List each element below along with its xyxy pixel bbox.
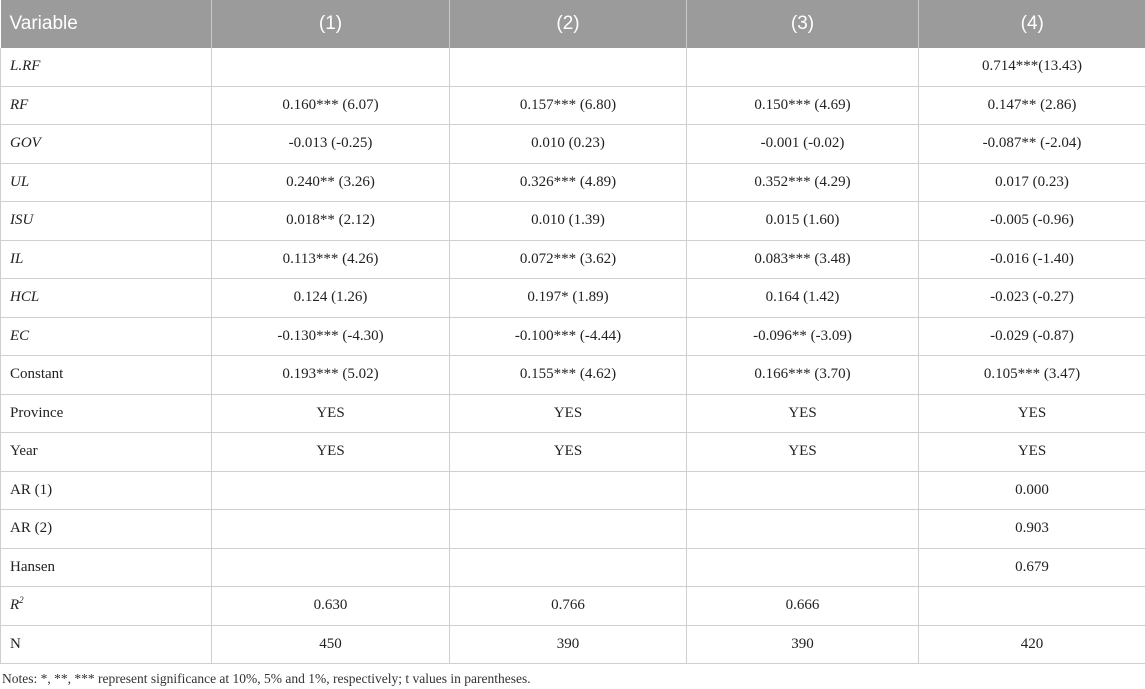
table-cell-model-4: 0.000 (919, 471, 1145, 510)
table-cell-model-1: 0.160*** (6.07) (212, 86, 450, 125)
table-cell-model-2: 0.072*** (3.62) (450, 240, 687, 279)
table-cell-model-1 (212, 510, 450, 549)
header-variable: Variable (1, 0, 212, 48)
table-notes: Notes: *, **, *** represent significance at 10%, 5% and 1%, respectively; t values in parentheses. (2, 671, 531, 686)
table-row (1, 394, 1145, 433)
row-variable-label (1, 394, 212, 433)
row-variable-label (1, 163, 212, 202)
table-cell-model-1: 0.113*** (4.26) (212, 240, 450, 279)
row-variable-label (1, 510, 212, 549)
table-row (1, 86, 1145, 125)
row-variable-label (1, 356, 212, 395)
table-cell-model-1: -0.013 (-0.25) (212, 125, 450, 164)
table-cell-model-1: 0.630 (212, 587, 450, 626)
table-cell-model-1 (212, 471, 450, 510)
table-row (1, 587, 1145, 626)
variable-superscript: 2 (19, 595, 24, 606)
table-cell-model-3: YES (687, 433, 919, 472)
row-variable-label (1, 86, 212, 125)
header-model-2: (2) (450, 0, 687, 48)
table-cell-model-3: -0.001 (-0.02) (687, 125, 919, 164)
row-variable-label (1, 548, 212, 587)
table-cell-model-3: 0.083*** (3.48) (687, 240, 919, 279)
variable-name: ISU (10, 212, 34, 229)
header-row (1, 0, 1145, 48)
table-row (1, 163, 1145, 202)
table-cell-model-2: YES (450, 394, 687, 433)
table-cell-model-1: 0.193*** (5.02) (212, 356, 450, 395)
table-cell-model-3 (687, 548, 919, 587)
table-cell-model-2: 0.010 (1.39) (450, 202, 687, 241)
table-cell-model-4 (919, 587, 1145, 626)
table-row (1, 356, 1145, 395)
table-row (1, 279, 1145, 318)
table-cell-model-2 (450, 48, 687, 86)
table-cell-model-2: -0.100*** (-4.44) (450, 317, 687, 356)
table-cell-model-3: 0.164 (1.42) (687, 279, 919, 318)
header-model-1: (1) (212, 0, 450, 48)
variable-name: EC (10, 327, 30, 344)
variable-name: RF (10, 96, 29, 113)
table-cell-model-3: 390 (687, 625, 919, 664)
table-cell-model-1 (212, 548, 450, 587)
table-cell-model-2 (450, 471, 687, 510)
table-cell-model-2: 0.326*** (4.89) (450, 163, 687, 202)
table-cell-model-4: 0.105*** (3.47) (919, 356, 1145, 395)
table-cell-model-1: YES (212, 394, 450, 433)
table-cell-model-3: 0.166*** (3.70) (687, 356, 919, 395)
table-cell-model-2: YES (450, 433, 687, 472)
table-cell-model-2 (450, 548, 687, 587)
table-cell-model-3: -0.096** (-3.09) (687, 317, 919, 356)
table-cell-model-1: 0.124 (1.26) (212, 279, 450, 318)
variable-name: UL (10, 173, 30, 190)
variable-name: AR (1) (10, 481, 53, 498)
variable-name: Province (10, 404, 64, 421)
table-cell-model-2: 0.766 (450, 587, 687, 626)
table-cell-model-2: 0.010 (0.23) (450, 125, 687, 164)
table-cell-model-3: YES (687, 394, 919, 433)
row-variable-label (1, 317, 212, 356)
table-row (1, 510, 1145, 549)
table-cell-model-4: 0.679 (919, 548, 1145, 587)
row-variable-label (1, 471, 212, 510)
table-cell-model-1: 0.240** (3.26) (212, 163, 450, 202)
table-cell-model-1: YES (212, 433, 450, 472)
row-variable-label (1, 125, 212, 164)
table-row (1, 625, 1145, 664)
row-variable-label (1, 587, 212, 626)
table-row (1, 48, 1145, 86)
table-cell-model-2 (450, 510, 687, 549)
table-cell-model-3: 0.150*** (4.69) (687, 86, 919, 125)
table-cell-model-4: -0.005 (-0.96) (919, 202, 1145, 241)
table-row (1, 202, 1145, 241)
row-variable-label (1, 433, 212, 472)
table-row (1, 471, 1145, 510)
table-cell-model-4: YES (919, 394, 1145, 433)
table-cell-model-4: -0.029 (-0.87) (919, 317, 1145, 356)
table-cell-model-2: 0.157*** (6.80) (450, 86, 687, 125)
row-variable-label (1, 625, 212, 664)
table-cell-model-4: -0.023 (-0.27) (919, 279, 1145, 318)
table-cell-model-1: 0.018** (2.12) (212, 202, 450, 241)
row-variable-label (1, 240, 212, 279)
variable-name: N (10, 635, 21, 652)
table-cell-model-3 (687, 471, 919, 510)
table-cell-model-4: -0.087** (-2.04) (919, 125, 1145, 164)
row-variable-label (1, 48, 212, 86)
table-row (1, 125, 1145, 164)
variable-name: Constant (10, 366, 64, 383)
table-cell-model-4: 0.147** (2.86) (919, 86, 1145, 125)
row-variable-label (1, 279, 212, 318)
table-cell-model-4: 0.017 (0.23) (919, 163, 1145, 202)
table-body (1, 48, 1145, 664)
table-cell-model-4: 0.903 (919, 510, 1145, 549)
table-cell-model-1 (212, 48, 450, 86)
table-cell-model-2: 390 (450, 625, 687, 664)
variable-name: Year (10, 443, 38, 460)
row-variable-label (1, 202, 212, 241)
variable-name: IL (10, 250, 24, 267)
variable-name: HCL (10, 289, 40, 306)
variable-name: R (10, 597, 20, 614)
table-row (1, 433, 1145, 472)
table-row (1, 240, 1145, 279)
table-cell-model-3 (687, 48, 919, 86)
variable-name: L.RF (10, 58, 41, 75)
table-cell-model-4: 0.714***(13.43) (919, 48, 1145, 86)
table-row (1, 548, 1145, 587)
header-model-4: (4) (919, 0, 1145, 48)
variable-name: AR (2) (10, 520, 53, 537)
table-cell-model-3 (687, 510, 919, 549)
header-model-3: (3) (687, 0, 919, 48)
table-row (1, 317, 1145, 356)
table-cell-model-4: -0.016 (-1.40) (919, 240, 1145, 279)
variable-name: GOV (10, 135, 41, 152)
variable-name: Hansen (10, 558, 55, 575)
table-cell-model-1: -0.130*** (-4.30) (212, 317, 450, 356)
table-cell-model-3: 0.666 (687, 587, 919, 626)
table-cell-model-1: 450 (212, 625, 450, 664)
table-cell-model-4: 420 (919, 625, 1145, 664)
table-cell-model-3: 0.015 (1.60) (687, 202, 919, 241)
table-cell-model-4: YES (919, 433, 1145, 472)
table-cell-model-3: 0.352*** (4.29) (687, 163, 919, 202)
table-cell-model-2: 0.197* (1.89) (450, 279, 687, 318)
table-cell-model-2: 0.155*** (4.62) (450, 356, 687, 395)
